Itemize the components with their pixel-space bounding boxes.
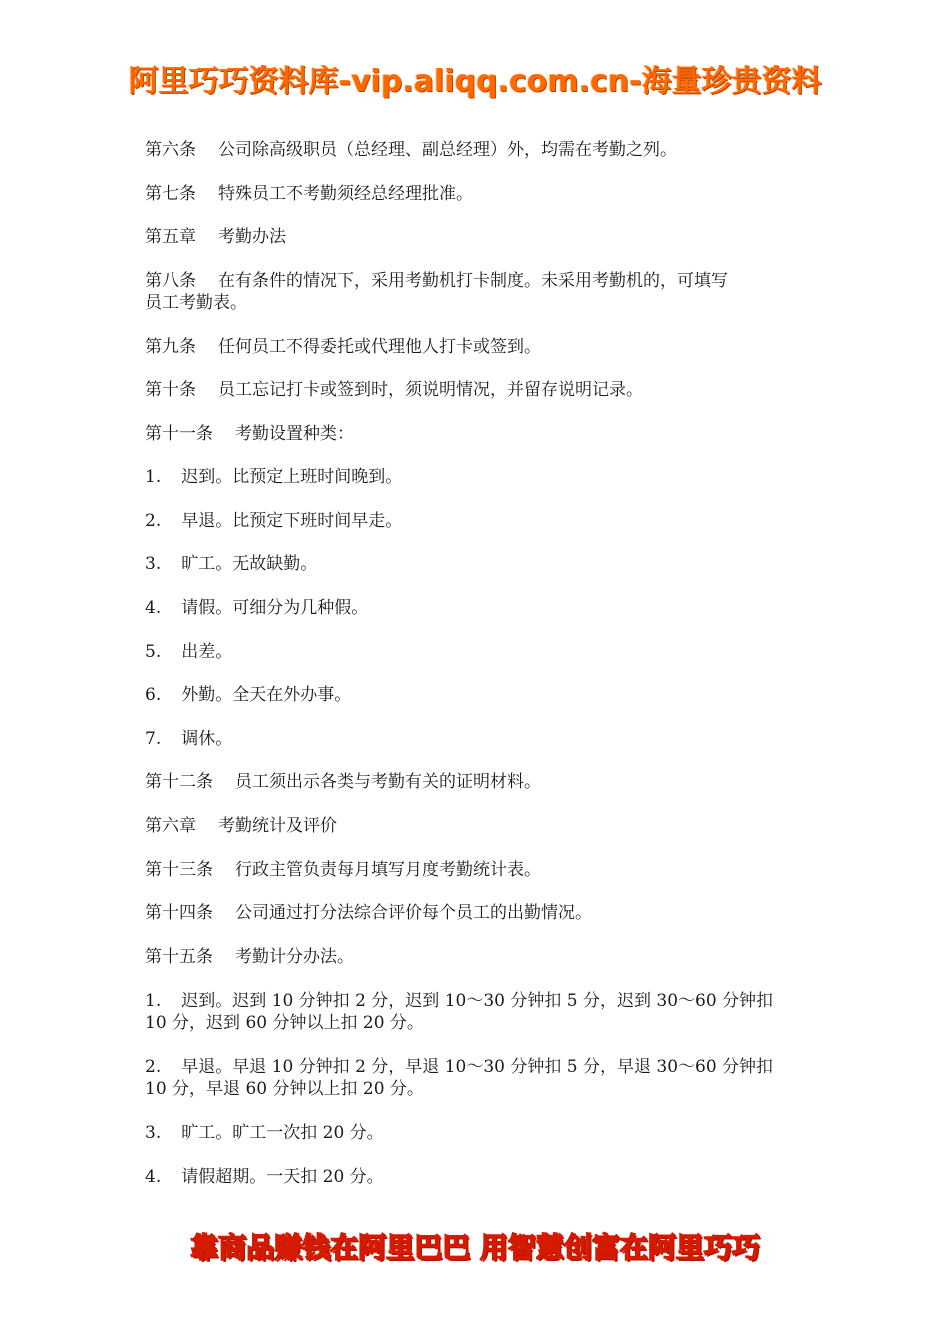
list-number: 3. xyxy=(145,1123,162,1143)
list-item xyxy=(145,553,805,575)
list-item-continuation: 10 分，迟到 60 分钟以上扣 20 分。 xyxy=(145,1013,424,1033)
article-line xyxy=(145,379,805,401)
list-item xyxy=(145,641,805,663)
article-line-continuation: 员工考勤表。 xyxy=(145,293,247,313)
list-text: 请假超期。一天扣 20 分。 xyxy=(181,1167,384,1187)
article-text: 特殊员工不考勤须经总经理批准。 xyxy=(218,184,473,204)
chapter-label: 第五章 xyxy=(145,227,196,247)
list-number: 2. xyxy=(145,511,162,531)
article-line xyxy=(145,771,805,793)
list-text: 外勤。全天在外办事。 xyxy=(181,685,352,705)
article-text: 行政主管负责每月填写月度考勤统计表。 xyxy=(235,860,541,880)
article-text: 公司通过打分法综合评价每个员工的出勤情况。 xyxy=(235,903,592,923)
list-number: 4. xyxy=(145,1167,162,1187)
article-label: 第十四条 xyxy=(145,903,213,923)
list-text: 调休。 xyxy=(181,729,233,749)
article-line xyxy=(145,902,805,924)
list-item xyxy=(145,510,805,532)
list-text: 早退。早退 10 分钟扣 2 分，早退 10～30 分钟扣 5 分，早退 30～60 分钟扣 xyxy=(181,1057,774,1077)
list-item xyxy=(145,684,805,706)
article-label: 第十一条 xyxy=(145,424,213,444)
list-item xyxy=(145,597,805,619)
list-item-continuation: 10 分，早退 60 分钟以上扣 20 分。 xyxy=(145,1079,424,1099)
list-number: 5. xyxy=(145,642,162,662)
list-item xyxy=(145,728,805,750)
chapter-title: 考勤办法 xyxy=(218,227,286,247)
list-text: 旷工。旷工一次扣 20 分。 xyxy=(181,1123,384,1143)
list-text: 请假。可细分为几种假。 xyxy=(181,598,369,618)
list-item xyxy=(145,990,805,1012)
article-text: 任何员工不得委托或代理他人打卡或签到。 xyxy=(218,337,541,357)
list-text: 早退。比预定下班时间早走。 xyxy=(181,511,403,531)
chapter-label: 第六章 xyxy=(145,816,196,836)
article-label: 第十条 xyxy=(145,380,196,400)
chapter-title: 考勤统计及评价 xyxy=(218,816,337,836)
article-line xyxy=(145,946,805,968)
list-item xyxy=(145,1122,805,1144)
article-text: 考勤设置种类： xyxy=(235,424,354,444)
list-text: 旷工。无故缺勤。 xyxy=(181,554,318,574)
header-banner: 阿里巧巧资料库-vip.aliqq.com.cn-海量珍贵资料 xyxy=(128,64,822,99)
article-line xyxy=(145,139,805,161)
list-text: 迟到。迟到 10 分钟扣 2 分，迟到 10～30 分钟扣 5 分，迟到 30～60 分钟扣 xyxy=(181,991,774,1011)
article-text: 员工须出示各类与考勤有关的证明材料。 xyxy=(235,772,541,792)
list-number: 6. xyxy=(145,685,162,705)
article-label: 第十五条 xyxy=(145,947,213,967)
list-text: 出差。 xyxy=(181,642,233,662)
article-line xyxy=(145,336,805,358)
list-item xyxy=(145,466,805,488)
list-number: 1. xyxy=(145,467,162,487)
article-text: 考勤计分办法。 xyxy=(235,947,354,967)
article-line xyxy=(145,859,805,881)
chapter-heading xyxy=(145,815,805,837)
article-line xyxy=(145,183,805,205)
chapter-heading xyxy=(145,226,805,248)
list-number: 3. xyxy=(145,554,162,574)
article-label: 第七条 xyxy=(145,184,196,204)
footer-banner: 靠商品赚钱在阿里巴巴 用智慧创富在阿里巧巧 xyxy=(190,1231,760,1264)
article-line xyxy=(145,423,805,445)
list-text: 迟到。比预定上班时间晚到。 xyxy=(181,467,403,487)
list-number: 7. xyxy=(145,729,162,749)
article-label: 第九条 xyxy=(145,337,196,357)
article-text: 员工忘记打卡或签到时，须说明情况，并留存说明记录。 xyxy=(218,380,643,400)
article-label: 第十二条 xyxy=(145,772,213,792)
article-label: 第六条 xyxy=(145,140,196,160)
list-number: 2. xyxy=(145,1057,162,1077)
list-item xyxy=(145,1056,805,1078)
article-text: 在有条件的情况下，采用考勤机打卡制度。未采用考勤机的，可填写 xyxy=(218,271,728,291)
list-number: 4. xyxy=(145,598,162,618)
list-number: 1. xyxy=(145,991,162,1011)
article-text: 公司除高级职员（总经理、副总经理）外，均需在考勤之列。 xyxy=(218,140,677,160)
article-label: 第八条 xyxy=(145,271,196,291)
article-line xyxy=(145,270,805,292)
list-item xyxy=(145,1166,805,1188)
article-label: 第十三条 xyxy=(145,860,213,880)
